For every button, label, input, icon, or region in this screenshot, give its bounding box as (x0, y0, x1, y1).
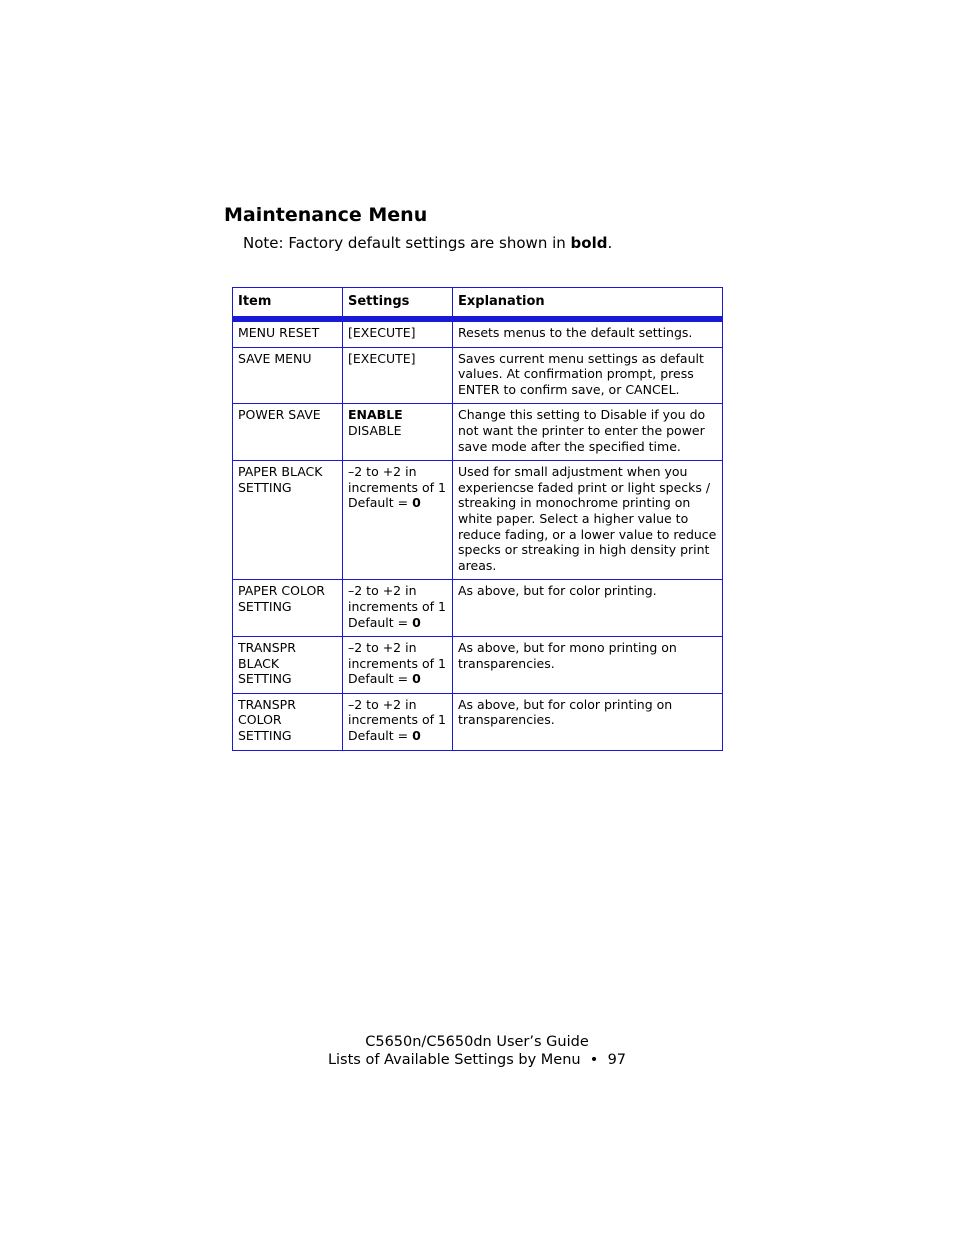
setting-line (348, 712, 448, 728)
item-line: MENU RESET (238, 325, 320, 340)
table-header-row (233, 288, 723, 320)
cell-settings (343, 580, 453, 637)
setting-text: increments of 1 (348, 598, 446, 614)
setting-line (348, 464, 448, 480)
table-row (233, 693, 723, 750)
cell-settings (343, 461, 453, 580)
setting-default-bold: 0 (412, 495, 421, 511)
footer-guide-title: C5650n/C5650dn User’s Guide (365, 1034, 589, 1050)
setting-default-bold: 0 (412, 728, 421, 744)
item-line: SETTING (238, 728, 292, 744)
setting-text: DISABLE (348, 422, 402, 438)
setting-line (348, 599, 448, 615)
cell-item (233, 319, 343, 347)
item-line: PAPER BLACK (238, 464, 323, 480)
item-line: PAPER COLOR (238, 583, 325, 599)
setting-text: Default = (348, 614, 413, 630)
setting-line (348, 480, 448, 496)
header-explanation: Explanation (453, 288, 723, 320)
item-line: SETTING (238, 479, 292, 495)
header-item: Item (233, 288, 343, 320)
item-line: POWER SAVE (238, 407, 321, 423)
setting-line (348, 495, 448, 511)
item-line: SAVE MENU (238, 350, 312, 366)
cell-explanation: As above, but for color printing on transparencies. (453, 693, 723, 750)
item-line: COLOR (238, 712, 282, 728)
note-suffix: . (607, 234, 613, 252)
setting-text: [EXECUTE] (348, 325, 416, 340)
setting-line (348, 351, 448, 367)
cell-settings (343, 404, 453, 461)
cell-explanation: Resets menus to the default settings. (453, 319, 723, 347)
cell-settings (343, 319, 453, 347)
setting-default-bold: 0 (412, 671, 421, 687)
cell-explanation: As above, but for color printing. (453, 580, 723, 637)
item-line: TRANSPR (238, 696, 296, 712)
setting-text: Default = (348, 728, 413, 744)
setting-line (348, 615, 448, 631)
setting-line (348, 640, 448, 656)
setting-line (348, 728, 448, 744)
setting-text: Default = (348, 671, 413, 687)
cell-explanation: As above, but for mono printing on transparencies. (453, 637, 723, 694)
footer-page-info: Lists of Available Settings by Menu • 97 (327, 1052, 627, 1068)
maintenance-menu-table (232, 287, 723, 751)
setting-default-bold: ENABLE (348, 407, 403, 423)
table-row (233, 461, 723, 580)
table-row (233, 319, 723, 347)
setting-text: increments of 1 (348, 712, 446, 728)
header-settings: Settings (343, 288, 453, 320)
setting-line (348, 423, 448, 439)
setting-text: increments of 1 (348, 655, 446, 671)
setting-text: increments of 1 (348, 479, 446, 495)
table-row (233, 637, 723, 694)
setting-text: –2 to +2 in (348, 640, 417, 656)
item-line: SETTING (238, 671, 292, 687)
setting-line (348, 407, 448, 423)
setting-line (348, 656, 448, 672)
cell-settings (343, 693, 453, 750)
cell-explanation: Change this setting to Disable if you do not want the printer to enter the power save mode after the specified time. (453, 404, 723, 461)
table-row (233, 404, 723, 461)
cell-explanation: Used for small adjustment when you experiencse faded print or light specks / streaking in monochrome printing on white paper. Select a higher value to reduce fading, or a lower value to reduce specks or streaking in high density print areas. (453, 461, 723, 580)
note-prefix: Note: Factory default settings are shown in (243, 234, 571, 252)
setting-line (348, 697, 448, 713)
setting-line (348, 671, 448, 687)
item-line: SETTING (238, 598, 292, 614)
cell-settings (343, 347, 453, 404)
setting-text: –2 to +2 in (348, 464, 417, 480)
setting-line (348, 325, 448, 341)
setting-line (348, 583, 448, 599)
setting-text: Default = (348, 495, 413, 511)
cell-item (233, 637, 343, 694)
setting-default-bold: 0 (412, 614, 421, 630)
cell-item (233, 461, 343, 580)
table-body (233, 319, 723, 750)
section-title: Maintenance Menu (224, 204, 428, 226)
table-row (233, 580, 723, 637)
cell-item (233, 347, 343, 404)
item-line: TRANSPR (238, 640, 296, 656)
table-row (233, 347, 723, 404)
setting-text: –2 to +2 in (348, 696, 417, 712)
setting-text: [EXECUTE] (348, 350, 416, 366)
cell-item (233, 580, 343, 637)
cell-item (233, 404, 343, 461)
note-text (243, 233, 612, 253)
cell-settings (343, 637, 453, 694)
cell-item (233, 693, 343, 750)
cell-explanation: Saves current menu settings as default values. At confirmation prompt, press ENTER to confirm save, or CANCEL. (453, 347, 723, 404)
note-bold: bold (570, 234, 608, 252)
setting-text: –2 to +2 in (348, 583, 417, 599)
item-line: BLACK (238, 655, 280, 671)
